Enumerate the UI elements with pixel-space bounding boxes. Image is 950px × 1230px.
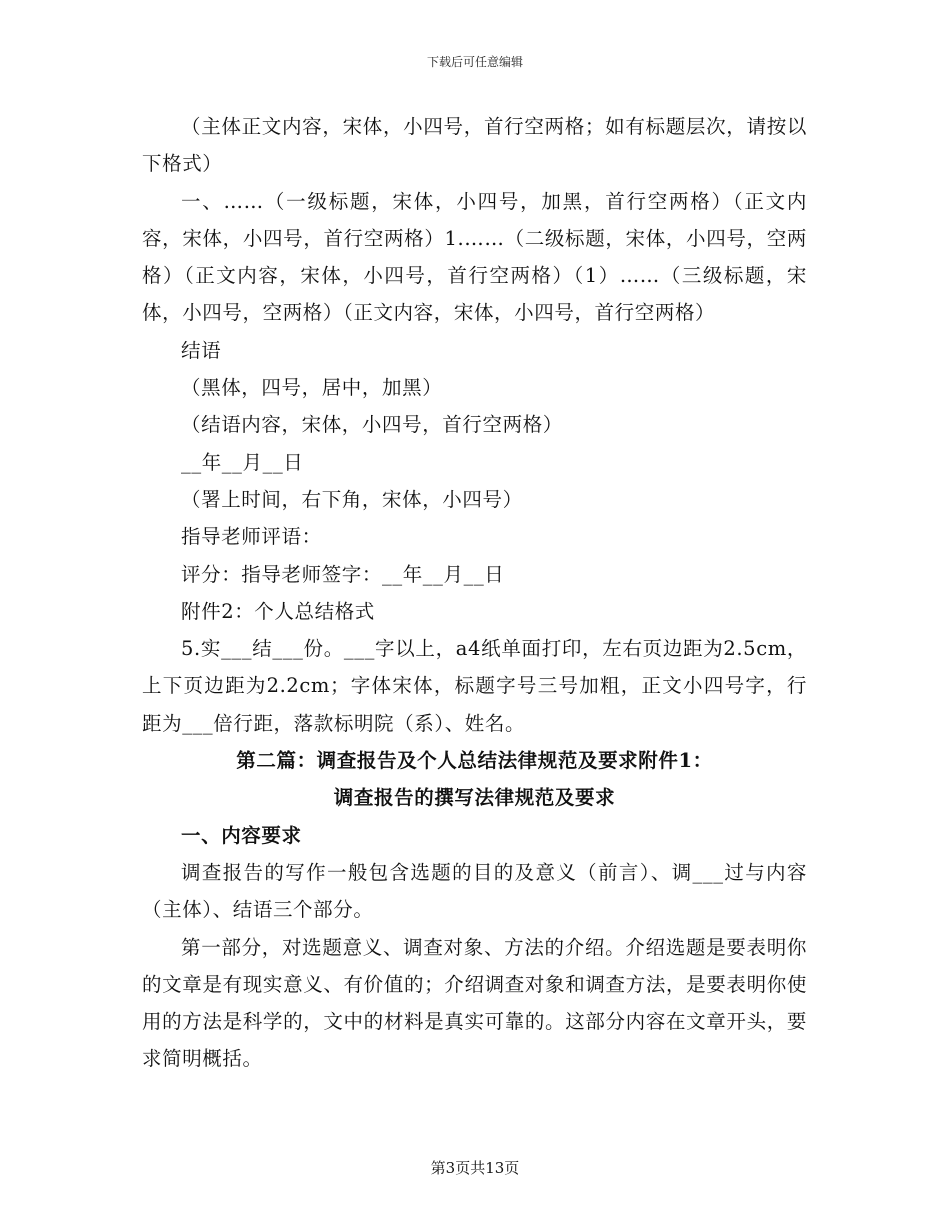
- paragraph-conclusion-label: 结语: [181, 338, 222, 362]
- paragraph-date-blank: __年__月__日: [181, 450, 304, 474]
- section-title-line2: 调查报告的撰写法律规范及要求: [333, 786, 616, 810]
- paragraph-advisor-comment: 指导老师评语：: [181, 525, 322, 549]
- document-body: [142, 108, 807, 1078]
- paragraph-conclusion-content: （结语内容，宋体，小四号，首行空两格）: [181, 413, 563, 437]
- paragraph-attachment-2: 附件2：个人总结格式: [181, 599, 375, 623]
- paragraph-heading-levels: 一、……（一级标题，宋体，小四号，加黑，首行空两格）（正文内容，宋体，小四号，首行空两格）1.……（二级标题，宋体，小四号，空两格）（正文内容，宋体，小四号，首行空两格）（1）……（三级标题，宋体，小四号，空两格）（正文内容，宋体，小四号，首行空两格）: [142, 189, 807, 325]
- section-title-line1: 第二篇：调查报告及个人总结法律规范及要求附件1：: [236, 749, 713, 773]
- page-header: 下载后可任意编辑: [426, 55, 523, 69]
- paragraph-score-signature: 评分：指导老师签字：__年__月__日: [181, 562, 505, 586]
- paragraph-date-note: （署上时间，右下角，宋体，小四号）: [181, 487, 523, 511]
- paragraph-conclusion-format: （黑体，四号，居中，加黑）: [181, 376, 443, 400]
- paragraph-print-requirements: 5.实___结___份。___字以上，a4纸单面打印，左右页边距为2.5cm，上下页边距为2.2cm；字体宋体，标题字号三号加粗，正文小四号字，行距为___倍行距，落款标明院（系）、姓名。: [142, 637, 807, 735]
- paragraph-report-structure: 调查报告的写作一般包含选题的目的及意义（前言）、调___过与内容（主体）、结语三个部分。: [142, 860, 807, 922]
- paragraph-main-body-note: （主体正文内容，宋体，小四号，首行空两格；如有标题层次，请按以下格式）: [142, 115, 807, 176]
- section-subheading: 一、内容要求: [181, 823, 302, 847]
- page-number: 第3页共13页: [430, 1159, 520, 1177]
- paragraph-part-one: 第一部分，对选题意义、调查对象、方法的介绍。介绍选题是要表明你的文章是有现实意义、有价值的；介绍调查对象和调查方法，是要表明你使用的方法是科学的，文中的材料是真实可靠的。这部分内容在文章开头，要求简明概括。: [142, 935, 807, 1071]
